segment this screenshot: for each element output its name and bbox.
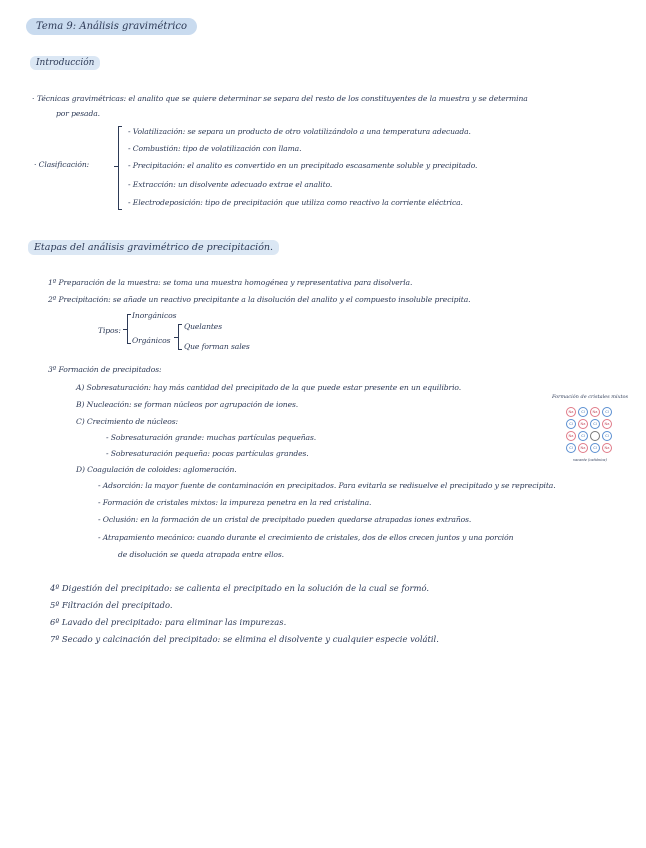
tipos-quelantes: Quelantes bbox=[184, 322, 222, 331]
step-3-d4b: de disolución se queda atrapada entre ellos. bbox=[118, 550, 284, 559]
step-3-a: A) Sobresaturación: hay más cantidad del precipitado de la que puede estar presente en un equilibrio. bbox=[76, 383, 462, 392]
section-heading-intro bbox=[30, 56, 100, 70]
step-3-c: C) Crecimiento de núcleos: bbox=[76, 417, 179, 426]
ion-na: Na bbox=[578, 443, 588, 453]
ion-na: Na bbox=[566, 431, 576, 441]
tecnicas-line-1: Técnicas gravimétricas: el analito que se quiere determinar se separa del resto de los constituyentes de la muestra y se determina bbox=[37, 94, 528, 103]
ion-cl: Cl bbox=[566, 419, 576, 429]
step-3-d1: - Adsorción: la mayor fuente de contaminación en precipitados. Para evitarla se redisuelve el precipitado y se reprecipita. bbox=[98, 481, 556, 490]
ion-cl: Cl bbox=[590, 419, 600, 429]
clasif-item-combustion: - Combustión: tipo de volatilización con llama. bbox=[128, 144, 302, 153]
clasif-item-extraccion: - Extracción: un disolvente adecuado extrae el analito. bbox=[128, 180, 333, 189]
page-title bbox=[26, 18, 197, 35]
clasif-item-volatilizacion: - Volatilización: se separa un producto de otro volatilizándolo a una temperatura adecuada. bbox=[128, 127, 471, 136]
step-3-d: D) Coagulación de coloides: aglomeración. bbox=[76, 465, 237, 474]
ion-cl: Cl bbox=[602, 431, 612, 441]
step-7: 7º Secado y calcinación del precipitado: se elimina el disolvente y cualquier especie volátil. bbox=[50, 634, 439, 644]
clasificacion-label bbox=[34, 160, 89, 170]
step-6: 6º Lavado del precipitado: para eliminar las impurezas. bbox=[50, 617, 287, 627]
section-heading-etapas bbox=[28, 240, 279, 255]
step-3-d4a: - Atrapamiento mecánico: cuando durante el crecimiento de cristales, dos de ellos crecen juntos y una porción bbox=[98, 533, 514, 542]
ion-na: Na bbox=[602, 419, 612, 429]
step-3-c2: - Sobresaturación pequeña: pocas partículas grandes. bbox=[106, 449, 309, 458]
ion-cl: Cl bbox=[566, 443, 576, 453]
tipos-brace-tick bbox=[123, 329, 127, 330]
tecnicas-line-2: por pesada. bbox=[56, 109, 100, 118]
organicos-brace-tick bbox=[174, 337, 178, 338]
clasif-item-precipitacion: - Precipitación: el analito es convertido en un precipitado escasamente soluble y precipitado. bbox=[128, 161, 478, 170]
intro-heading-text: Introducción bbox=[36, 58, 95, 68]
step-4: 4º Digestión del precipitado: se calienta el precipitado en la solución de la cual se formó. bbox=[50, 583, 430, 593]
clasif-label-text: Clasificación: bbox=[38, 160, 90, 169]
tipos-label: Tipos: bbox=[98, 326, 121, 335]
clasificacion-brace bbox=[118, 126, 119, 210]
organicos-brace bbox=[178, 324, 179, 350]
step-3: 3º Formación de precipitados: bbox=[48, 365, 162, 374]
step-1: 1º Preparación de la muestra: se toma una muestra homogénea y representativa para disolverla. bbox=[48, 278, 413, 287]
clasif-bullet: · bbox=[34, 160, 37, 169]
tipos-brace bbox=[127, 314, 128, 344]
page-title-text: Tema 9: Análisis gravimétrico bbox=[36, 21, 188, 32]
tecnicas-bullet: · bbox=[32, 94, 35, 103]
figure-title: Formación de cristales mixtos bbox=[551, 394, 629, 400]
crystal-lattice-figure bbox=[562, 407, 622, 457]
ion-cl: Cl bbox=[578, 431, 588, 441]
step-3-b: B) Nucleación: se forman núcleos por agrupación de iones. bbox=[76, 400, 299, 409]
step-2: 2º Precipitación: se añade un reactivo precipitante a la disolución del analito y el compuesto insoluble precipita. bbox=[48, 295, 471, 304]
step-3-d3: - Oclusión: en la formación de un cristal de precipitado pueden quedarse atrapadas iones extraños. bbox=[98, 515, 472, 524]
clasificacion-brace-tick bbox=[114, 166, 118, 167]
ion-cl: Cl bbox=[590, 443, 600, 453]
ion-na: Na bbox=[590, 407, 600, 417]
step-3-d2: - Formación de cristales mixtos: la impureza penetra en la red cristalina. bbox=[98, 498, 372, 507]
clasif-item-electrodeposicion: - Electrodeposición: tipo de precipitación que utiliza como reactivo la corriente eléctrica. bbox=[128, 198, 463, 207]
ion-cl: Cl bbox=[602, 407, 612, 417]
ion-na: Na bbox=[566, 407, 576, 417]
vacancy-site bbox=[590, 431, 600, 441]
ion-na: Na bbox=[578, 419, 588, 429]
step-5: 5º Filtración del precipitado. bbox=[50, 600, 173, 610]
tipos-inorganicos: Inorgánicos bbox=[132, 311, 177, 320]
tipos-organicos: Orgánicos bbox=[132, 336, 171, 345]
tipos-forman-sales: Que forman sales bbox=[184, 342, 250, 351]
etapas-heading-text: Etapas del análisis gravimétrico de precipitación. bbox=[34, 242, 274, 253]
figure-caption: vacante (catiónica) bbox=[573, 458, 607, 462]
ion-cl: Cl bbox=[578, 407, 588, 417]
step-3-c1: - Sobresaturación grande: muchas partículas pequeñas. bbox=[106, 433, 317, 442]
ion-na: Na bbox=[602, 443, 612, 453]
